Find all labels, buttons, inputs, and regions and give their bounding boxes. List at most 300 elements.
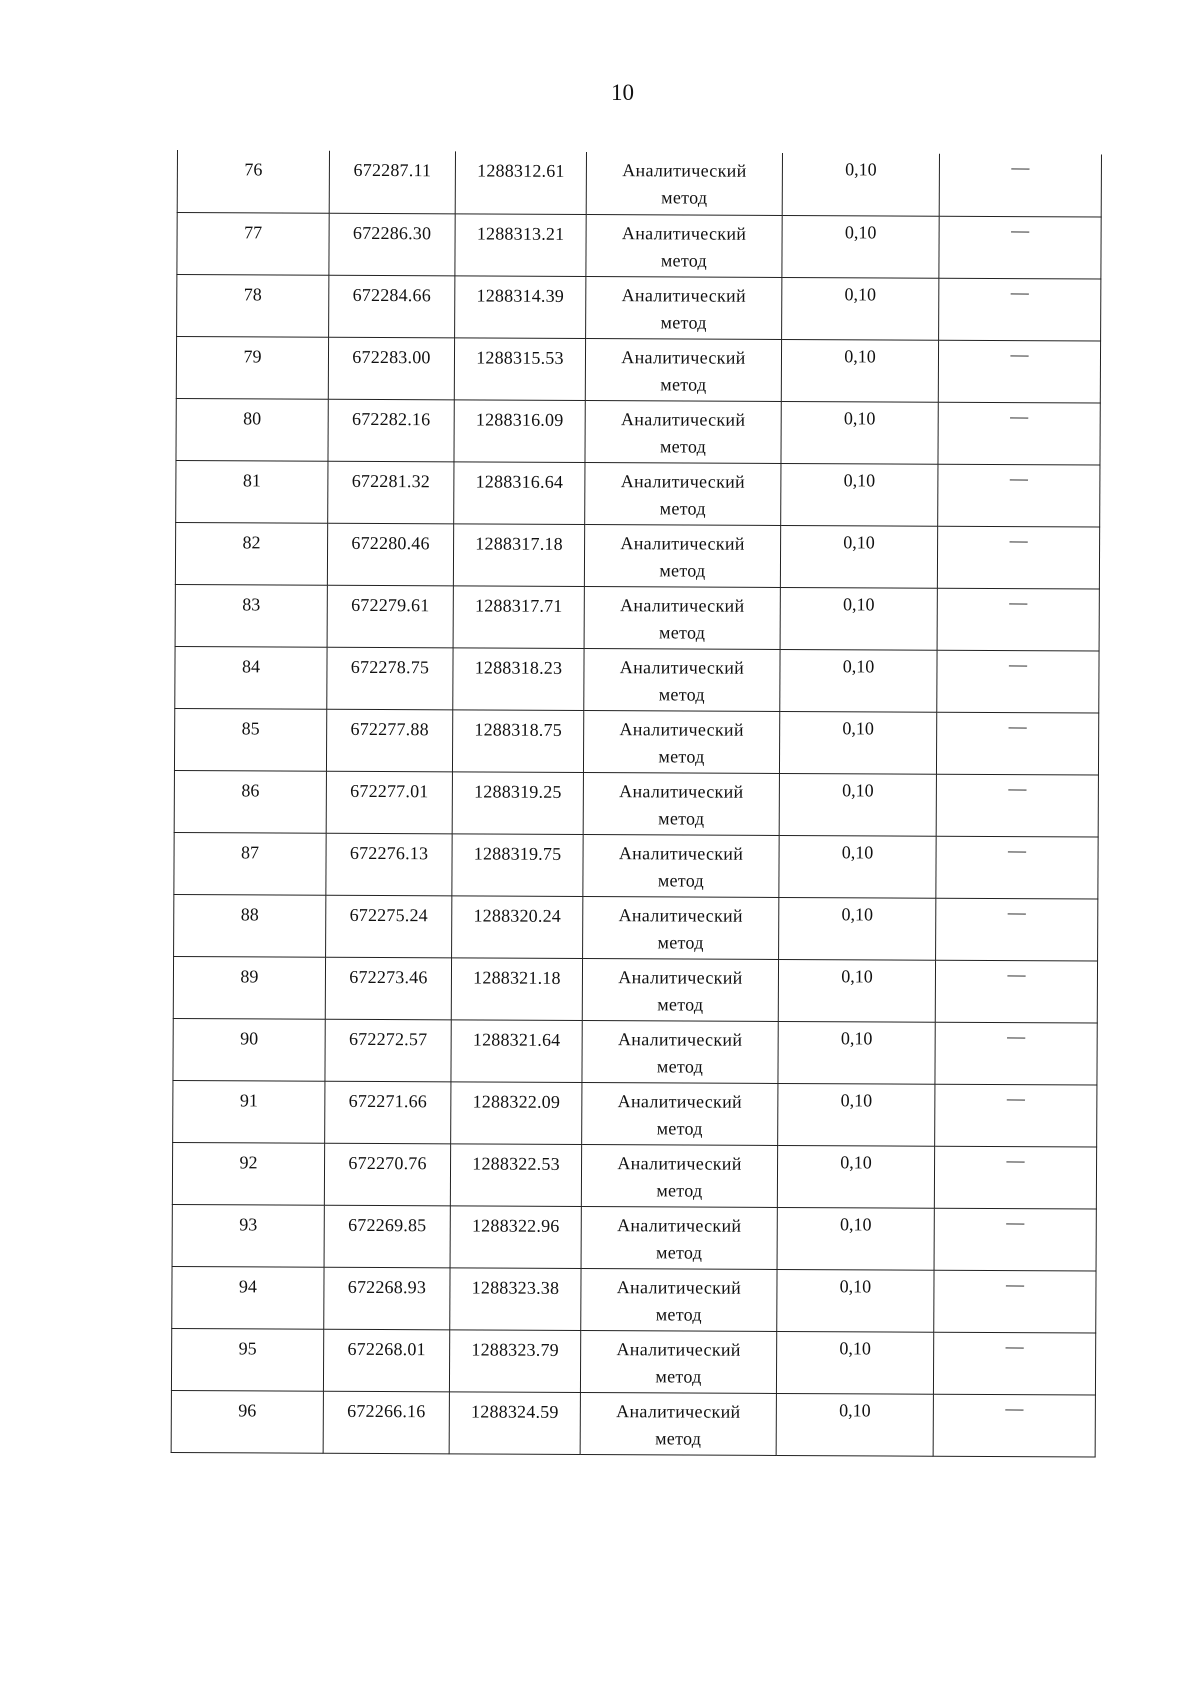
method-line-1: Аналитический	[621, 222, 747, 244]
y-coordinate: 1288316.09	[475, 408, 564, 430]
accuracy: 0,10	[840, 1089, 873, 1110]
point-number: 78	[243, 283, 262, 304]
point-number: 95	[238, 1337, 257, 1358]
x-coordinate-cell	[324, 1205, 450, 1268]
point-number-cell	[177, 150, 329, 213]
y-coordinate-cell	[454, 337, 585, 400]
x-coordinate-cell	[328, 337, 454, 400]
x-coordinate: 672281.32	[351, 470, 431, 491]
note-dash: —	[1011, 219, 1030, 240]
accuracy-cell	[777, 1269, 934, 1332]
method	[585, 462, 780, 522]
method	[584, 772, 779, 832]
point-number-cell	[175, 522, 327, 585]
point-number: 80	[243, 407, 262, 428]
y-coordinate-cell	[453, 647, 584, 710]
x-coordinate-cell	[329, 151, 455, 214]
x-coordinate: 672276.13	[349, 842, 429, 863]
point-number-cell	[176, 460, 328, 523]
note-cell	[933, 1394, 1095, 1457]
table-row	[173, 1018, 1097, 1085]
method-line-1: Аналитический	[618, 842, 744, 864]
note-cell	[934, 1270, 1096, 1333]
table-row	[172, 1142, 1096, 1209]
y-coordinate: 1288319.75	[473, 842, 562, 864]
method-line-1: Аналитический	[617, 1090, 743, 1112]
method-cell	[582, 1020, 778, 1083]
note-dash: —	[1010, 343, 1029, 364]
method-line-1: Аналитический	[620, 532, 745, 554]
method-line-1: Аналитический	[618, 966, 743, 988]
point-number-cell	[171, 1328, 323, 1391]
point-number-cell	[171, 1390, 323, 1453]
y-coordinate: 1288315.53	[476, 346, 564, 368]
x-coordinate-cell	[325, 1081, 451, 1144]
y-coordinate: 1288322.96	[471, 1214, 560, 1236]
accuracy-cell	[776, 1331, 933, 1394]
method	[587, 152, 782, 212]
note-cell	[938, 340, 1100, 403]
y-coordinate-cell	[450, 1267, 581, 1330]
method-cell	[584, 524, 780, 587]
method-cell	[583, 710, 779, 773]
x-coordinate: 672268.01	[347, 1338, 426, 1359]
point-number: 83	[242, 593, 261, 614]
method	[583, 834, 778, 894]
method-line-2: метод	[658, 807, 705, 829]
note-dash: —	[1010, 281, 1029, 302]
method-line-1: Аналитический	[622, 160, 747, 181]
method	[585, 401, 780, 461]
method-line-1: Аналитический	[620, 470, 746, 492]
y-coordinate-cell	[450, 1205, 581, 1268]
method-line-2: метод	[656, 1117, 703, 1139]
y-coordinate-cell	[449, 1329, 580, 1392]
table-row	[176, 460, 1100, 527]
y-coordinate-cell	[451, 957, 582, 1020]
method	[582, 1082, 777, 1142]
table-row	[171, 1328, 1095, 1395]
method-cell	[581, 1206, 777, 1269]
method-line-1: Аналитический	[620, 594, 745, 616]
note-cell	[936, 712, 1098, 775]
method-line-2: метод	[659, 621, 706, 643]
y-coordinate-cell	[449, 1391, 580, 1454]
x-coordinate: 672287.11	[353, 159, 432, 181]
note-dash: —	[1006, 1087, 1025, 1108]
accuracy: 0,10	[844, 283, 877, 304]
method-line-2: метод	[659, 559, 706, 581]
method-cell	[585, 400, 781, 463]
note-cell	[935, 1084, 1097, 1147]
y-coordinate: 1288312.61	[477, 160, 565, 181]
method-line-2: метод	[659, 435, 707, 457]
y-coordinate: 1288321.18	[473, 966, 561, 988]
x-coordinate-cell	[326, 709, 452, 772]
point-number: 94	[238, 1275, 257, 1296]
accuracy: 0,10	[842, 717, 874, 738]
y-coordinate-cell	[453, 523, 584, 586]
y-coordinate: 1288322.53	[472, 1152, 560, 1174]
table-row	[174, 770, 1098, 837]
point-number-cell	[175, 646, 327, 709]
x-coordinate: 672284.66	[352, 284, 432, 305]
method-line-1: Аналитический	[619, 656, 745, 678]
note-cell	[935, 1022, 1097, 1085]
x-coordinate: 672275.24	[349, 904, 428, 925]
y-coordinate-cell	[453, 585, 584, 648]
method-line-2: метод	[656, 1055, 704, 1077]
point-number-cell	[174, 708, 326, 771]
accuracy-cell	[781, 401, 938, 464]
table-row	[171, 1390, 1095, 1457]
point-number: 84	[241, 655, 261, 676]
point-number: 96	[238, 1399, 257, 1420]
y-coordinate-cell	[454, 461, 585, 524]
table-row	[176, 336, 1100, 403]
table-row	[175, 646, 1099, 713]
note-dash: —	[1005, 1335, 1024, 1356]
method-line-2: метод	[655, 1365, 702, 1387]
note-cell	[935, 960, 1097, 1023]
y-coordinate: 1288324.59	[471, 1400, 559, 1422]
x-coordinate-cell	[327, 585, 453, 648]
note-dash: —	[1009, 529, 1028, 550]
accuracy: 0,10	[841, 841, 874, 862]
y-coordinate-cell	[452, 709, 583, 772]
page-number: 10	[611, 80, 634, 105]
y-coordinate-cell	[454, 399, 585, 462]
accuracy-cell	[780, 649, 937, 712]
method-cell	[586, 152, 782, 215]
method-line-2: метод	[661, 187, 708, 208]
accuracy-cell	[777, 1145, 934, 1208]
note-dash: —	[1007, 963, 1026, 984]
y-coordinate: 1288323.79	[471, 1338, 559, 1360]
x-coordinate: 672272.57	[348, 1028, 428, 1049]
point-number: 91	[239, 1089, 258, 1110]
accuracy: 0,10	[843, 531, 875, 552]
table-row	[174, 832, 1098, 899]
y-coordinate-cell	[451, 1081, 582, 1144]
method-line-1: Аналитический	[620, 408, 746, 430]
y-coordinate-cell	[452, 771, 583, 834]
table-row	[177, 274, 1101, 341]
accuracy: 0,10	[839, 1337, 871, 1358]
note-dash: —	[1010, 405, 1029, 426]
method	[581, 1330, 776, 1390]
method	[582, 1144, 777, 1204]
y-coordinate: 1288317.18	[475, 532, 563, 554]
x-coordinate-cell	[326, 771, 452, 834]
x-coordinate-cell	[327, 523, 453, 586]
point-number-cell	[174, 894, 326, 957]
method-line-2: метод	[655, 1427, 702, 1449]
point-number: 79	[243, 345, 262, 366]
method	[581, 1268, 776, 1328]
accuracy-cell	[781, 463, 938, 526]
note-cell	[937, 588, 1099, 651]
x-coordinate-cell	[327, 647, 453, 710]
note-dash: —	[1005, 1273, 1025, 1294]
accuracy: 0,10	[840, 1027, 873, 1048]
accuracy: 0,10	[839, 1399, 871, 1420]
note-dash: —	[1008, 839, 1027, 860]
point-number-cell	[174, 832, 326, 895]
method-cell	[583, 896, 779, 959]
method	[582, 1020, 777, 1080]
method	[585, 524, 780, 584]
method-cell	[580, 1392, 776, 1455]
note-cell	[939, 154, 1101, 217]
x-coordinate: 672270.76	[348, 1152, 427, 1173]
point-number-cell	[173, 1018, 325, 1081]
accuracy-cell	[776, 1393, 933, 1456]
x-coordinate-cell	[326, 833, 452, 896]
method-line-1: Аналитический	[616, 1400, 741, 1422]
table-row	[172, 1266, 1096, 1333]
accuracy: 0,10	[843, 407, 876, 428]
accuracy-cell	[780, 525, 937, 588]
point-number: 88	[240, 903, 259, 924]
method-cell	[583, 772, 779, 835]
coordinates-table	[171, 150, 1102, 1457]
y-coordinate: 1288318.23	[474, 656, 563, 678]
point-number: 85	[241, 717, 260, 738]
x-coordinate: 672283.00	[352, 346, 431, 367]
table-row	[174, 708, 1098, 775]
method-line-2: метод	[657, 869, 705, 891]
y-coordinate-cell	[452, 895, 583, 958]
y-coordinate: 1288320.24	[473, 904, 562, 926]
table-row	[175, 584, 1099, 651]
note-cell	[934, 1208, 1096, 1271]
method-line-1: Аналитический	[621, 346, 746, 368]
accuracy: 0,10	[840, 1151, 872, 1172]
x-coordinate: 672273.46	[349, 966, 428, 987]
point-number-cell	[174, 770, 326, 833]
y-coordinate-cell	[455, 151, 586, 214]
y-coordinate-cell	[452, 833, 583, 896]
method	[586, 277, 781, 337]
point-number-cell	[176, 336, 328, 399]
method	[584, 648, 779, 708]
method-line-2: метод	[660, 249, 708, 271]
method	[585, 586, 780, 646]
x-coordinate: 672282.16	[351, 408, 431, 429]
method-line-1: Аналитический	[617, 1214, 742, 1236]
note-cell	[936, 898, 1098, 961]
y-coordinate: 1288319.25	[474, 780, 562, 802]
method-cell	[581, 1144, 777, 1207]
table-row	[173, 1080, 1097, 1147]
y-coordinate: 1288321.64	[472, 1028, 561, 1050]
method-line-2: метод	[656, 1179, 703, 1201]
accuracy-cell	[779, 711, 936, 774]
method-line-2: метод	[659, 497, 706, 519]
method-line-2: метод	[660, 311, 707, 333]
note-cell	[936, 774, 1098, 837]
point-number-cell	[172, 1204, 324, 1267]
method-cell	[585, 338, 781, 401]
method	[582, 1206, 777, 1266]
note-dash: —	[1005, 1397, 1024, 1418]
method	[586, 215, 781, 275]
accuracy: 0,10	[839, 1213, 872, 1234]
method-cell	[584, 648, 780, 711]
method	[583, 896, 778, 956]
method-line-2: метод	[655, 1303, 702, 1325]
note-cell	[937, 650, 1099, 713]
point-number: 92	[239, 1151, 258, 1172]
accuracy-cell	[778, 959, 935, 1022]
accuracy: 0,10	[841, 903, 874, 924]
point-number: 90	[240, 1027, 259, 1048]
note-cell	[936, 836, 1098, 899]
method-cell	[582, 1082, 778, 1145]
accuracy: 0,10	[842, 655, 875, 676]
y-coordinate: 1288316.64	[475, 470, 564, 492]
accuracy: 0,10	[839, 1275, 872, 1296]
note-dash: —	[1007, 901, 1026, 922]
method-line-2: метод	[660, 373, 707, 395]
method-cell	[583, 834, 779, 897]
accuracy-cell	[779, 835, 936, 898]
y-coordinate: 1288323.38	[471, 1276, 560, 1298]
method-line-1: Аналитический	[619, 718, 744, 740]
method-cell	[586, 276, 782, 339]
accuracy-cell	[780, 587, 937, 650]
x-coordinate-cell	[329, 275, 455, 338]
accuracy-cell	[779, 773, 936, 836]
point-number-cell	[177, 212, 329, 275]
method-line-1: Аналитический	[617, 1152, 742, 1174]
table-row	[176, 398, 1100, 465]
method-cell	[586, 214, 782, 277]
point-number: 89	[240, 965, 259, 986]
point-number: 87	[241, 841, 260, 862]
x-coordinate-cell	[325, 957, 451, 1020]
accuracy: 0,10	[841, 965, 873, 986]
method-line-1: Аналитический	[621, 284, 746, 306]
accuracy: 0,10	[844, 221, 877, 242]
accuracy-cell	[781, 339, 938, 402]
method	[584, 710, 779, 770]
accuracy: 0,10	[845, 159, 877, 180]
point-number-cell	[172, 1266, 324, 1329]
x-coordinate-cell	[323, 1329, 449, 1392]
x-coordinate: 672286.30	[352, 222, 432, 243]
accuracy-cell	[779, 897, 936, 960]
accuracy: 0,10	[842, 593, 875, 614]
note-dash: —	[1009, 467, 1028, 488]
point-number-cell	[175, 584, 327, 647]
method-line-1: Аналитический	[619, 780, 744, 802]
method	[581, 1392, 776, 1452]
x-coordinate-cell	[329, 213, 455, 276]
method-line-1: Аналитический	[618, 904, 743, 926]
method-line-1: Аналитический	[616, 1276, 742, 1298]
table-row	[172, 1204, 1096, 1271]
y-coordinate: 1288314.39	[476, 284, 565, 306]
note-cell	[939, 278, 1101, 341]
method-line-2: метод	[657, 993, 704, 1015]
y-coordinate: 1288313.21	[476, 222, 565, 244]
method-cell	[581, 1268, 777, 1331]
x-coordinate-cell	[324, 1143, 450, 1206]
method-line-1: Аналитический	[617, 1028, 743, 1050]
y-coordinate-cell	[450, 1143, 581, 1206]
point-number: 82	[242, 531, 261, 552]
point-number: 93	[239, 1213, 258, 1234]
method-line-2: метод	[658, 683, 705, 705]
accuracy-cell	[782, 153, 939, 216]
table-row	[175, 522, 1099, 589]
x-coordinate-cell	[325, 1019, 451, 1082]
y-coordinate: 1288317.71	[474, 594, 563, 616]
y-coordinate-cell	[451, 1019, 582, 1082]
x-coordinate-cell	[326, 895, 452, 958]
y-coordinate: 1288318.75	[474, 718, 562, 740]
x-coordinate-cell	[323, 1391, 449, 1454]
method	[586, 339, 781, 399]
point-number-cell	[172, 1142, 324, 1205]
x-coordinate: 672277.88	[350, 718, 429, 739]
method-line-1: Аналитический	[616, 1338, 741, 1360]
x-coordinate: 672269.85	[348, 1214, 427, 1235]
y-coordinate-cell	[455, 275, 586, 338]
point-number: 86	[241, 779, 260, 800]
y-coordinate-cell	[455, 213, 586, 276]
accuracy-cell	[777, 1207, 934, 1270]
x-coordinate: 672268.93	[347, 1276, 427, 1297]
coordinates-table-body	[171, 150, 1101, 1457]
method	[583, 958, 778, 1018]
accuracy: 0,10	[843, 469, 876, 490]
method-cell	[580, 1330, 776, 1393]
note-dash: —	[1008, 653, 1028, 674]
x-coordinate-cell	[328, 461, 454, 524]
x-coordinate: 672266.16	[347, 1400, 426, 1421]
accuracy: 0,10	[844, 345, 876, 366]
accuracy-cell	[778, 1021, 935, 1084]
table-row	[173, 956, 1097, 1023]
point-number: 81	[242, 469, 261, 490]
method-cell	[584, 586, 780, 649]
note-dash: —	[1006, 1211, 1025, 1232]
accuracy: 0,10	[842, 779, 874, 800]
point-number: 77	[244, 221, 263, 242]
method-line-2: метод	[657, 931, 704, 953]
note-dash: —	[1007, 1025, 1026, 1046]
point-number-cell	[173, 1080, 325, 1143]
x-coordinate: 672277.01	[350, 780, 429, 801]
note-cell	[939, 216, 1101, 279]
note-cell	[934, 1146, 1096, 1209]
note-cell	[938, 464, 1100, 527]
method-cell	[585, 462, 781, 525]
table-row	[177, 150, 1101, 217]
x-coordinate: 672279.61	[351, 594, 430, 615]
x-coordinate-cell	[324, 1267, 450, 1330]
x-coordinate-cell	[328, 399, 454, 462]
table-row	[174, 894, 1098, 961]
note-cell	[933, 1332, 1095, 1395]
accuracy-cell	[782, 215, 939, 278]
x-coordinate: 672278.75	[350, 656, 430, 677]
note-dash: —	[1011, 157, 1030, 178]
note-cell	[937, 526, 1099, 589]
